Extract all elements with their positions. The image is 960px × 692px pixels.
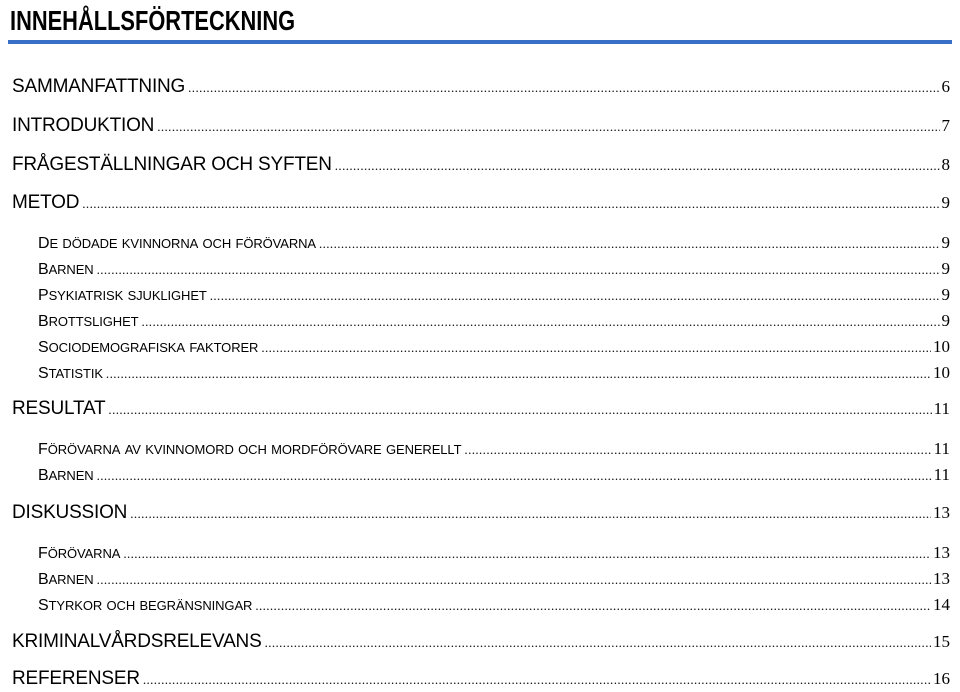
toc-page-number: 6 [941, 77, 950, 96]
toc-page-number: 10 [933, 363, 950, 382]
dot-leader [82, 196, 939, 212]
toc-entry-section[interactable] [38, 337, 950, 357]
toc-entry-section[interactable] [38, 311, 950, 331]
dot-leader [210, 288, 940, 304]
toc-page-number: 13 [933, 543, 950, 562]
toc-entry-chapter[interactable] [12, 115, 950, 137]
toc-page-number: 9 [941, 193, 950, 212]
toc-page-number: 11 [933, 465, 950, 484]
dot-leader [464, 442, 931, 458]
dot-leader [142, 314, 940, 330]
dot-leader [319, 236, 940, 252]
toc-entry-chapter[interactable] [12, 192, 950, 214]
toc-entry-title: STYRKOR OCH BEGRÄNSNINGAR [38, 597, 253, 614]
toc-entry-section[interactable] [38, 569, 950, 589]
toc-entry-title: FÖRÖVARNA AV KVINNOMORD OCH MORDFÖRÖVARE GENERELLT [38, 441, 462, 458]
toc-entry-section[interactable] [38, 595, 950, 615]
toc-entry-title: KRIMINALVÅRDSRELEVANS [12, 631, 262, 652]
toc-page-number: 16 [933, 669, 950, 688]
toc-page-number: 15 [933, 632, 950, 651]
toc-entry-chapter[interactable] [12, 668, 950, 690]
toc-page-number: 14 [933, 595, 950, 614]
dot-leader [123, 546, 931, 562]
toc-entry-section[interactable] [38, 363, 950, 383]
dot-leader [265, 635, 931, 651]
toc-page-number: 7 [941, 116, 950, 135]
toc-page-number: 13 [933, 503, 950, 522]
toc-page-number: 10 [933, 337, 950, 356]
toc-page-number: 9 [941, 233, 950, 252]
toc-entry-section[interactable] [38, 465, 950, 485]
toc-entry-section[interactable] [38, 439, 950, 459]
toc-entry-chapter[interactable] [12, 502, 950, 524]
toc-entry-section[interactable] [38, 233, 950, 253]
toc-entry-title: BARNEN [38, 571, 94, 588]
toc-entry-title: DISKUSSION [12, 502, 128, 523]
dot-leader [335, 158, 940, 174]
toc-entry-section[interactable] [38, 543, 950, 563]
dot-leader [97, 468, 932, 484]
toc-title: INNEHÅLLSFÖRTECKNING [10, 5, 296, 36]
toc-entry-title: DE DÖDADE KVINNORNA OCH FÖRÖVARNA [38, 235, 316, 252]
dot-leader [106, 366, 931, 382]
toc-entry-title: BARNEN [38, 261, 94, 278]
toc-entry-title: SOCIODEMOGRAFISKA FAKTORER [38, 339, 259, 356]
toc-entry-title: PSYKIATRISK SJUKLIGHET [38, 287, 207, 304]
toc-page-number: 8 [941, 155, 950, 174]
toc-page-number: 11 [933, 399, 950, 418]
toc-entry-section[interactable] [38, 259, 950, 279]
toc-entry-title: STATISTIK [38, 365, 103, 382]
toc-page-number: 9 [941, 285, 950, 304]
dot-leader [255, 598, 931, 614]
toc-entry-title: FRÅGESTÄLLNINGAR OCH SYFTEN [12, 154, 332, 175]
toc-entry-title: FÖRÖVARNA [38, 545, 121, 562]
toc-entry-title: METOD [12, 192, 80, 213]
toc-page-number: 13 [933, 569, 950, 588]
toc-entry-chapter[interactable] [12, 76, 950, 98]
toc-entry-title: BARNEN [38, 467, 94, 484]
dot-leader [108, 402, 931, 418]
toc-entry-title: RESULTAT [12, 398, 106, 419]
toc-entry-chapter[interactable] [12, 154, 950, 176]
toc-entry-chapter[interactable] [12, 398, 950, 420]
dot-leader [157, 119, 939, 135]
dot-leader [261, 340, 931, 356]
toc-page-number: 9 [941, 311, 950, 330]
dot-leader [130, 506, 931, 522]
toc-entry-title: BROTTSLIGHET [38, 313, 139, 330]
dot-leader [97, 262, 940, 278]
toc-entry-title: SAMMANFATTNING [12, 76, 186, 97]
dot-leader [97, 572, 931, 588]
toc-entry-section[interactable] [38, 285, 950, 305]
toc-page-number: 11 [933, 439, 950, 458]
toc-entry-title: REFERENSER [12, 668, 140, 689]
dot-leader [143, 672, 931, 688]
dot-leader [188, 80, 939, 96]
toc-page-number: 9 [941, 259, 950, 278]
toc-entry-title: INTRODUKTION [12, 115, 155, 136]
toc-entry-chapter[interactable] [12, 631, 950, 653]
title-underline-rule [8, 40, 952, 44]
